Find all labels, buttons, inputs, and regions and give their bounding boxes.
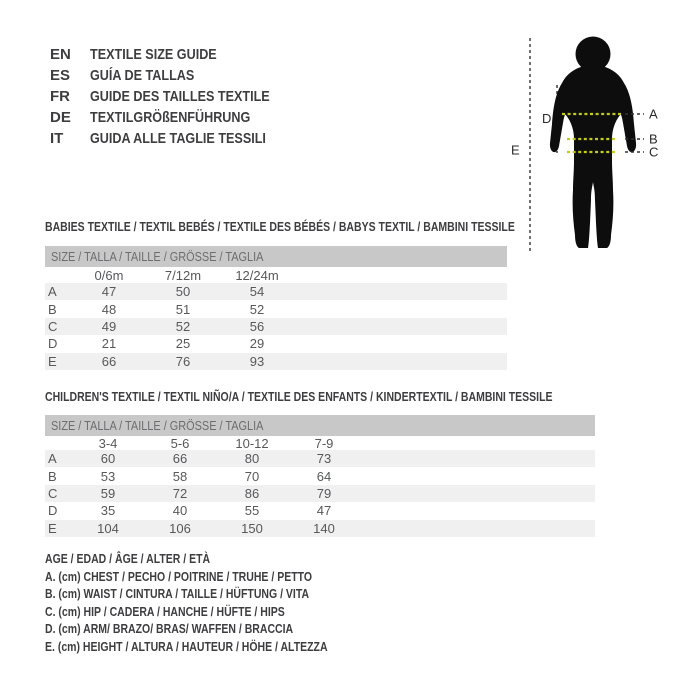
row-label: A — [48, 284, 57, 300]
size-value: 150 — [241, 520, 263, 536]
row-label: D — [48, 336, 58, 352]
row-label: B — [48, 468, 57, 484]
size-value: 54 — [249, 284, 265, 300]
legend-item-waist — [45, 586, 381, 604]
size-value: 140 — [313, 520, 335, 536]
babies-section-title-text: BABIES TEXTILE / TEXTIL BEBÉS / TEXTILE DES BÉBÉS / BABYS TEXTIL / BAMBINI TESSILE — [45, 220, 515, 234]
legend-age-text: AGE / EDAD / ÂGE / ALTER / ETÀ — [45, 552, 211, 566]
measure-label-d: D — [542, 111, 552, 126]
size-value: 79 — [316, 485, 332, 501]
size-value: 80 — [244, 451, 260, 467]
table-row — [45, 283, 507, 300]
legend-item-height — [45, 639, 381, 657]
size-value: 47 — [316, 503, 332, 519]
language-code: EN — [50, 46, 71, 63]
babies-section-title — [45, 220, 604, 235]
row-label: C — [48, 485, 58, 501]
language-title: GUIDA ALLE TAGLIE TESSILI — [90, 130, 266, 147]
column-header: 7/12m — [164, 267, 202, 283]
babies-size-table — [45, 246, 507, 370]
row-label: D — [48, 503, 58, 519]
measure-label-c: C — [649, 144, 659, 160]
size-value: 70 — [244, 468, 260, 484]
size-value: 56 — [249, 318, 265, 334]
size-value: 48 — [101, 301, 117, 317]
size-value: 52 — [175, 318, 191, 334]
children-section-title — [45, 390, 649, 405]
row-label: B — [48, 301, 57, 317]
size-value: 55 — [244, 503, 260, 519]
children-size-table — [45, 415, 595, 537]
size-value: 59 — [100, 485, 116, 501]
column-header-row — [45, 436, 595, 450]
language-row-en — [50, 44, 470, 65]
column-header: 0/6m — [94, 267, 124, 283]
legend-item-arm — [45, 621, 381, 639]
size-value: 53 — [100, 468, 116, 484]
legend-age-line — [45, 551, 381, 569]
size-value: 66 — [101, 353, 117, 369]
language-title-list — [50, 44, 470, 149]
size-header-text: SIZE / TALLA / TAILLE / GRÖSSE / TAGLIA — [51, 418, 264, 433]
column-header: 12/24m — [235, 267, 279, 283]
language-title: TEXTILGRÖßENFÜHRUNG — [90, 109, 251, 126]
measurement-legend — [45, 551, 381, 657]
size-header-bar — [45, 415, 595, 436]
size-value: 106 — [169, 520, 191, 536]
size-value: 93 — [249, 353, 265, 369]
measure-label-e: E — [511, 142, 520, 158]
column-header: 3-4 — [98, 435, 118, 451]
row-label: E — [48, 353, 57, 369]
size-value: 73 — [316, 451, 332, 467]
legend-item-hip — [45, 604, 381, 622]
table-row — [45, 335, 507, 352]
size-value: 66 — [172, 451, 188, 467]
size-value: 25 — [175, 336, 191, 352]
column-header-row — [45, 267, 507, 283]
size-header-bar — [45, 246, 507, 267]
size-value: 35 — [100, 503, 116, 519]
table-row — [45, 318, 507, 335]
size-value: 40 — [172, 503, 188, 519]
language-code: FR — [50, 88, 70, 105]
language-row-fr — [50, 86, 470, 107]
table-row — [45, 502, 595, 519]
size-value: 29 — [249, 336, 265, 352]
legend-chest-text: A. (cm) CHEST / PECHO / POITRINE / TRUHE / PETTO — [45, 569, 313, 584]
children-section-title-text: CHILDREN'S TEXTILE / TEXTIL NIÑO/A / TEXTILE DES ENFANTS / KINDERTEXTIL / BAMBINI TESSILE — [45, 390, 553, 404]
size-value: 86 — [244, 485, 260, 501]
size-value: 58 — [172, 468, 188, 484]
legend-item-chest — [45, 569, 381, 587]
size-value: 21 — [101, 336, 117, 352]
language-code: DE — [50, 109, 71, 126]
column-header: 10-12 — [235, 435, 269, 451]
size-value: 49 — [101, 318, 117, 334]
table-row — [45, 520, 595, 537]
row-label: A — [48, 451, 57, 467]
row-label: E — [48, 520, 57, 536]
language-row-es — [50, 65, 470, 86]
table-row — [45, 353, 507, 370]
size-value: 50 — [175, 284, 191, 300]
language-row-it — [50, 128, 470, 149]
size-value: 72 — [172, 485, 188, 501]
size-header-text: SIZE / TALLA / TAILLE / GRÖSSE / TAGLIA — [51, 249, 264, 264]
table-row — [45, 467, 595, 484]
table-row — [45, 300, 507, 317]
legend-waist-text: B. (cm) WAIST / CINTURA / TAILLE / HÜFTUNG / VITA — [45, 587, 310, 602]
size-value: 47 — [101, 284, 117, 300]
language-row-de — [50, 107, 470, 128]
language-code: ES — [50, 67, 71, 84]
language-title: GUÍA DE TALLAS — [90, 67, 195, 84]
measure-label-b: B — [649, 131, 658, 147]
column-header: 5-6 — [170, 435, 190, 451]
language-title: TEXTILE SIZE GUIDE — [90, 46, 217, 63]
legend-arm-text: D. (cm) ARM/ BRAZO/ BRAS/ WAFFEN / BRACCIA — [45, 622, 294, 637]
legend-hip-text: C. (cm) HIP / CADERA / HANCHE / HÜFTE / HIPS — [45, 604, 285, 619]
column-header: 7-9 — [314, 435, 334, 451]
size-value: 76 — [175, 353, 191, 369]
size-value: 104 — [97, 520, 119, 536]
legend-height-text: E. (cm) HEIGHT / ALTURA / HAUTEUR / HÖHE / ALTEZZA — [45, 639, 328, 654]
table-row — [45, 450, 595, 467]
table-row — [45, 485, 595, 502]
size-value: 51 — [175, 301, 191, 317]
measure-label-a: A — [649, 106, 658, 122]
row-label: C — [48, 318, 58, 334]
size-value: 64 — [316, 468, 332, 484]
size-value: 52 — [249, 301, 265, 317]
language-title: GUIDE DES TAILLES TEXTILE — [90, 88, 270, 105]
size-value: 60 — [100, 451, 116, 467]
language-code: IT — [50, 130, 64, 147]
